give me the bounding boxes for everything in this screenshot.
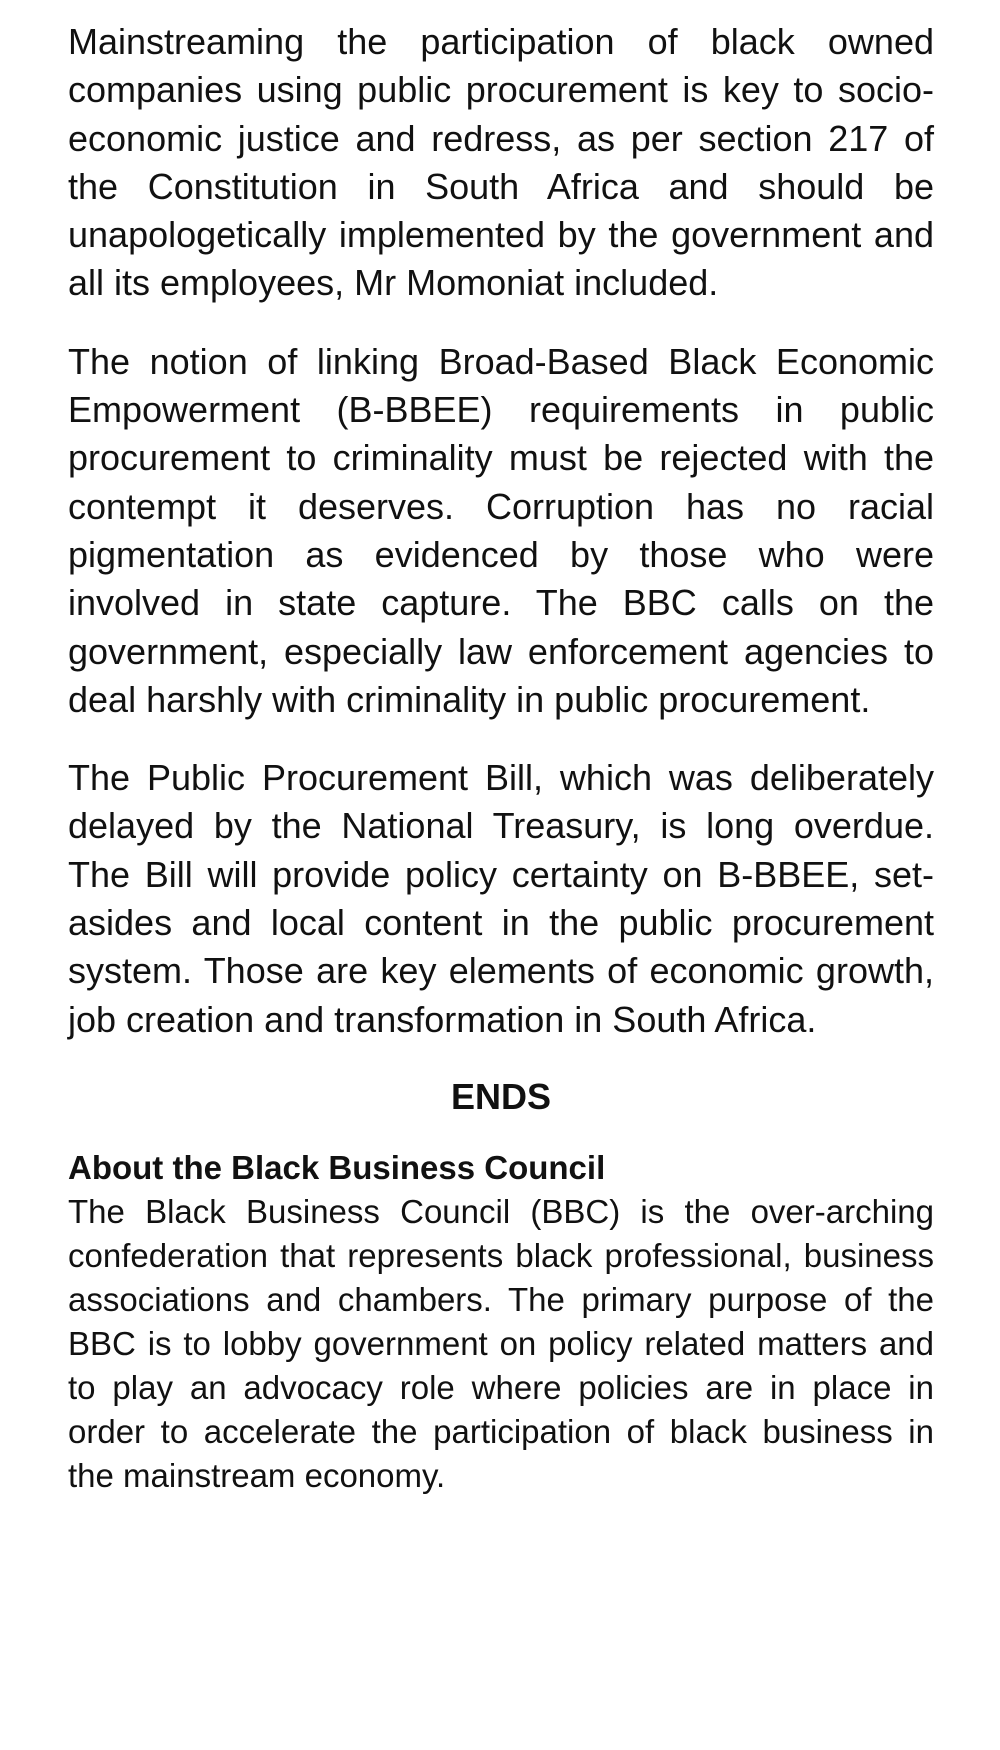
- paragraph-procurement-justice: Mainstreaming the participation of black owned companies using public procurement is key to socio-economic justice and redress, as per section 217 of the Constitution in South Africa and should be unapologetically implemented by the government and all its employees, Mr Momoniat included.: [68, 21, 934, 304]
- paragraph-procurement-bill: The Public Procurement Bill, which was deliberately delayed by the National Treasury, is long overdue. The Bill will provide policy certainty on B-BBEE, set-asides and local content in the public procurement system. Those are key elements of economic growth, job creation and transformation in South Africa.: [68, 757, 934, 1040]
- press-release-page: [68, 18, 934, 1498]
- about-heading: About the Black Business Council: [68, 1148, 606, 1186]
- about-body: The Black Business Council (BBC) is the over-arching confederation that represents black professional, business associations and chambers. The primary purpose of the BBC is to lobby government on policy related matters and to play an advocacy role where policies are in place in order to accelerate the participation of black business in the mainstream economy.: [68, 1192, 934, 1494]
- paragraph-bbbee-criminality: The notion of linking Broad-Based Black Economic Empowerment (B-BBEE) requirements in public procurement to criminality must be rejected with the contempt it deserves. Corruption has no racial pigmentation as evidenced by those who were involved in state capture. The BBC calls on the government, especially law enforcement agencies to deal harshly with criminality in public procurement.: [68, 340, 934, 720]
- ends-marker: ENDS: [450, 1075, 552, 1117]
